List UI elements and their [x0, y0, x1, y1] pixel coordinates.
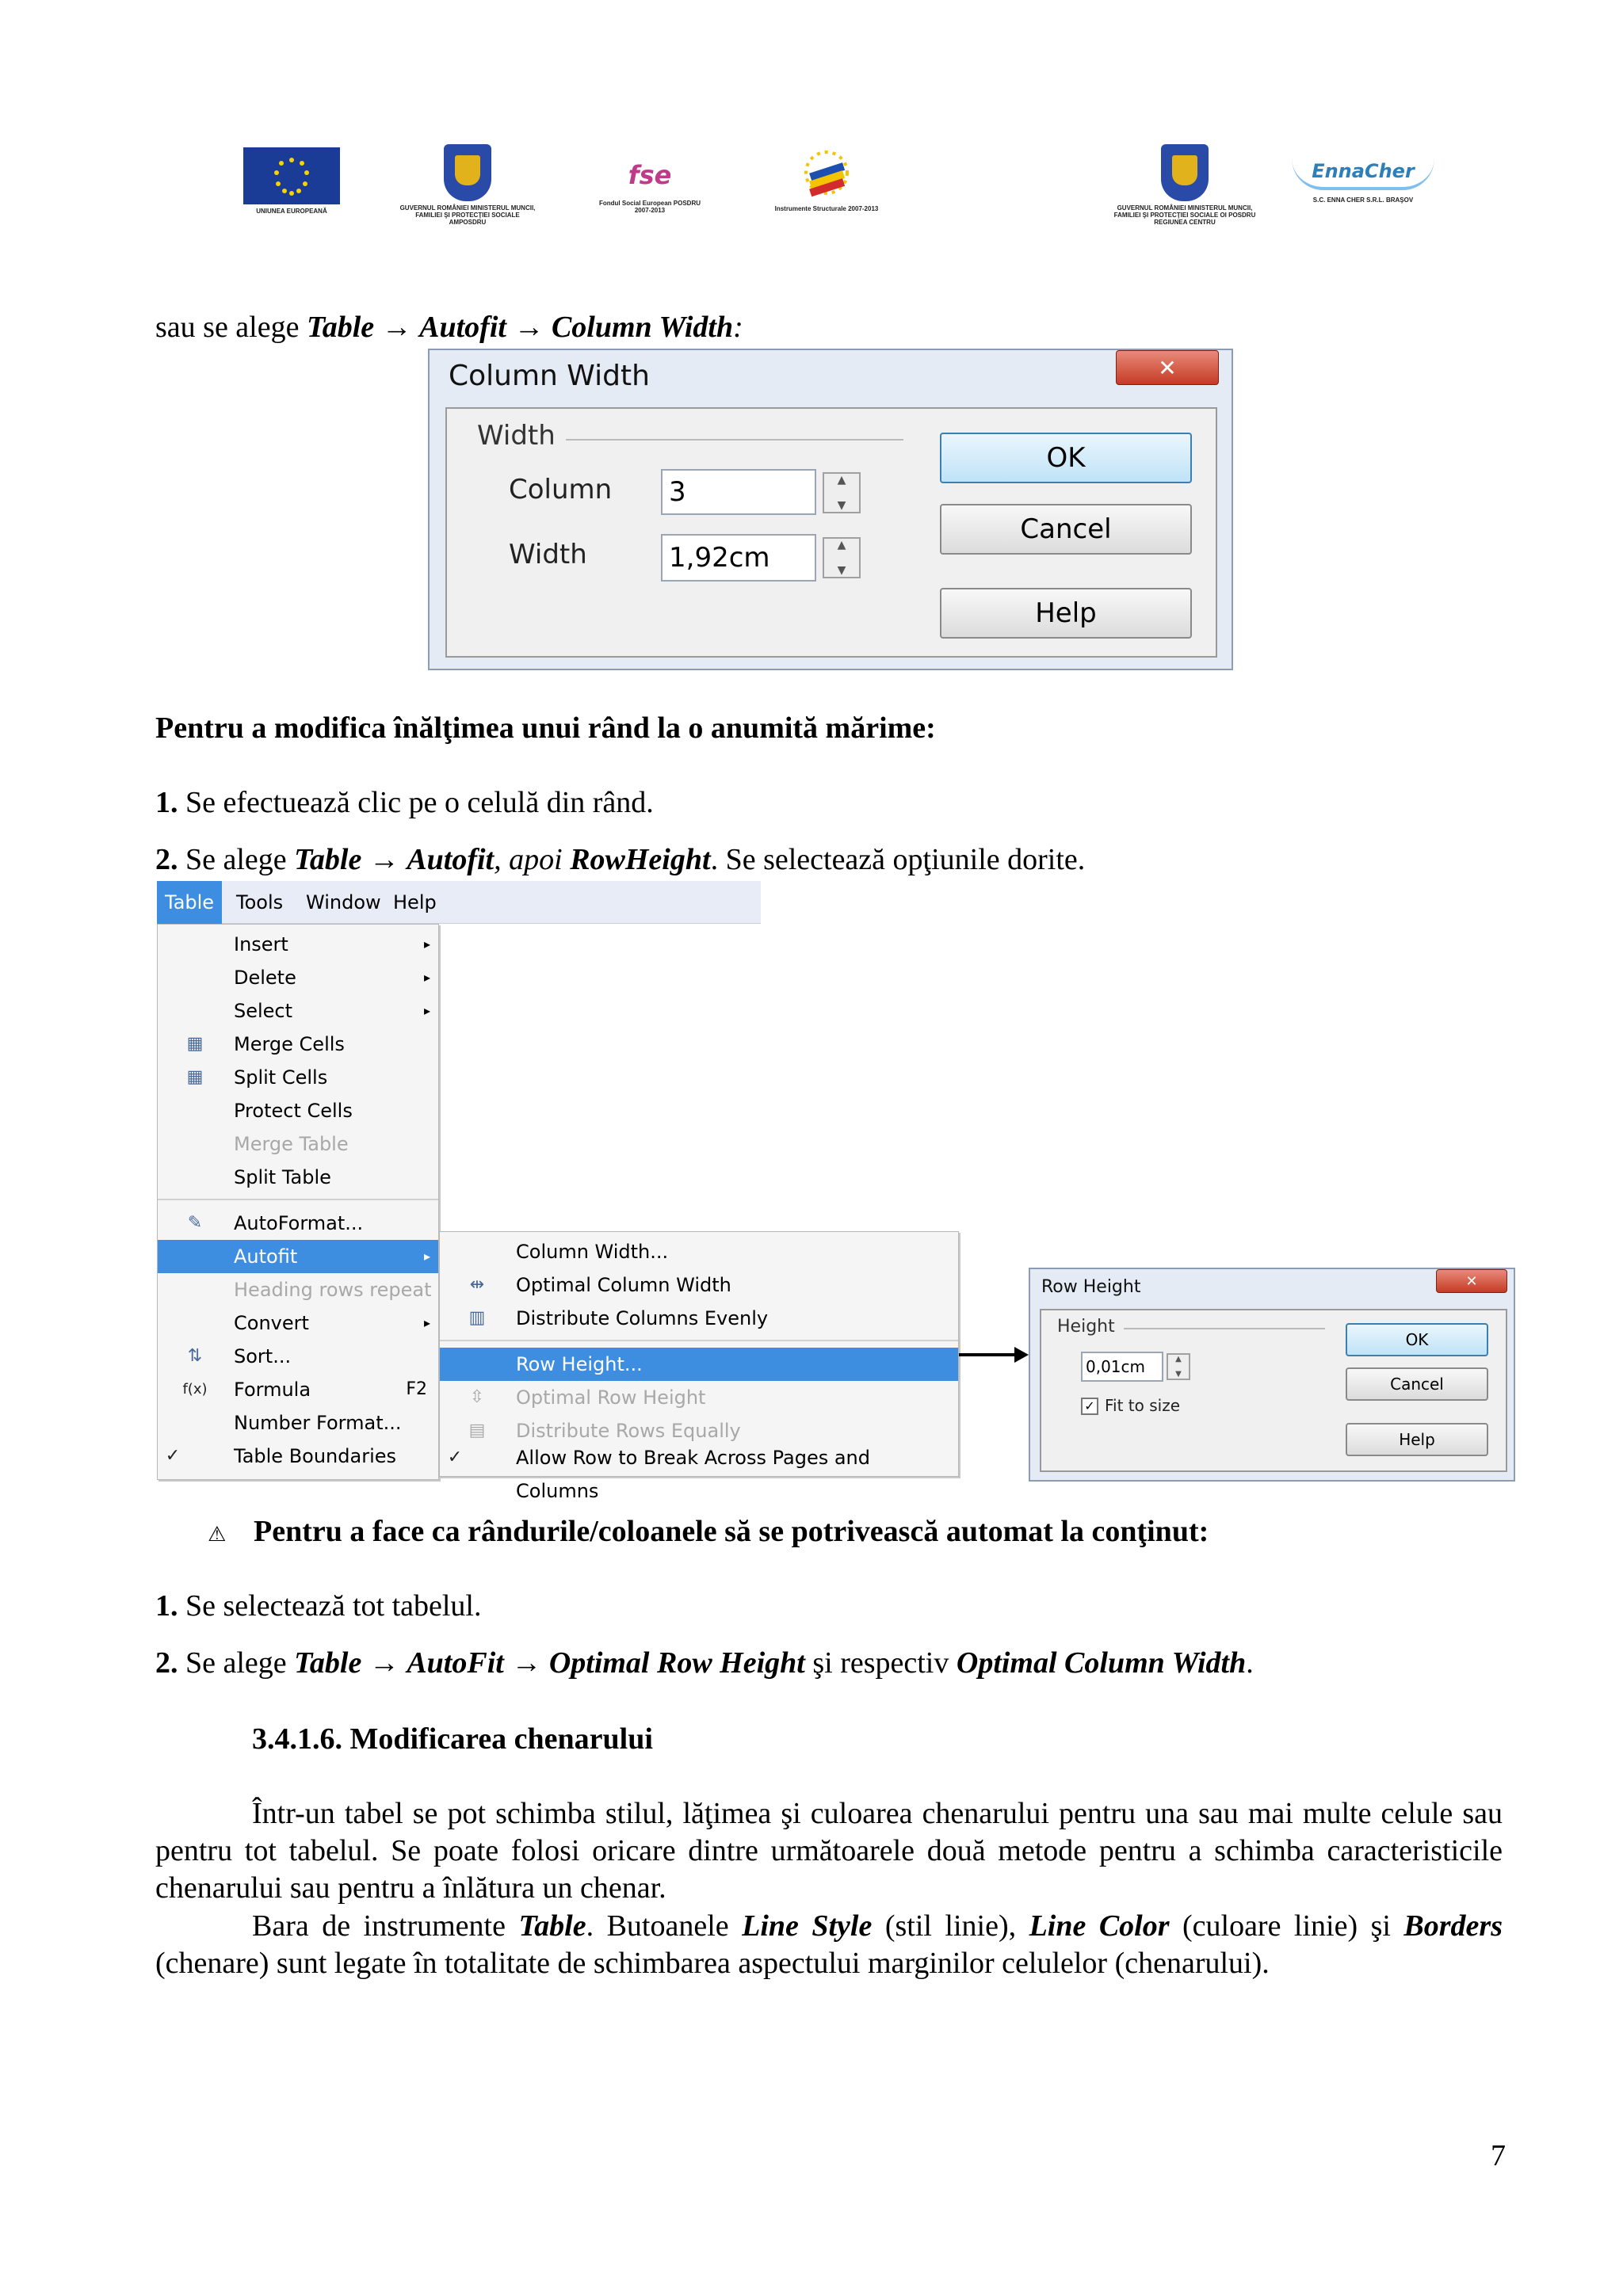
menu-item-split-cells[interactable]: ▦ Split Cells	[158, 1061, 438, 1094]
heading-row-height: Pentru a modifica înălţimea unui rând la o anumită mărime:	[155, 711, 936, 745]
arrow-right-icon	[959, 1345, 1029, 1364]
eu-logo: UNIUNEA EUROPEANĂ	[236, 147, 347, 215]
chevron-right-icon: ▸	[423, 1003, 430, 1018]
chevron-right-icon: ▸	[423, 936, 430, 952]
bullet-icon: ⚠	[208, 1523, 227, 1547]
dialog-title: Column Width	[449, 360, 650, 392]
menu-separator	[158, 1199, 438, 1200]
column-input[interactable]: 3	[661, 469, 816, 515]
checkmark-icon: ✓	[165, 1446, 181, 1466]
ok-button[interactable]: OK	[940, 433, 1192, 483]
step-2: 2. Se alege Table → Autofit, apoi RowHeight. Se selectează opţiunile dorite.	[155, 843, 1086, 876]
section-title: 3.4.1.6. Modificarea chenarului	[252, 1722, 653, 1756]
width-group-label: Width	[477, 420, 556, 452]
menu-help[interactable]: Help	[393, 891, 437, 913]
width-spinner[interactable]	[823, 537, 861, 578]
page-number: 7	[1491, 2139, 1506, 2172]
height-input[interactable]: 0,01cm	[1081, 1352, 1163, 1382]
submenu-item-column-width[interactable]: Column Width...	[516, 1241, 669, 1263]
menu-item-number-format[interactable]: Number Format...	[234, 1412, 402, 1434]
column-spinner[interactable]	[823, 472, 861, 513]
distribute-columns-icon: ▥	[468, 1308, 486, 1328]
fit-to-size-checkbox[interactable]: ✓	[1081, 1398, 1098, 1415]
optimal-row-height-icon: ⇳	[469, 1387, 485, 1407]
split-cells-icon: ▦	[186, 1067, 204, 1087]
fse-logo: fse Fondul Social European POSDRU 2007-2013	[598, 160, 701, 214]
row-height-dialog	[1029, 1268, 1515, 1482]
crest-icon	[1161, 144, 1209, 201]
gov-logo-2: GUVERNUL ROMÂNIEI MINISTERUL MUNCII, FAMILIEI ŞI PROTECŢIEI SOCIALE OI POSDRU REGIUNEA CENTRU	[1109, 144, 1260, 226]
dialog-body	[445, 407, 1217, 658]
chevron-right-icon: ▸	[423, 970, 430, 985]
group-divider	[566, 439, 903, 441]
paragraph-toolbar: Bara de instrumente Table. Butoanele Line Style (stil linie), Line Color (culoare linie) şi Borders (chenare) sunt legate în totalitate de schimbarea aspectului marginilor celulelor (chenarului).	[155, 1909, 1503, 1980]
menu-item-insert[interactable]: Insert ▸	[158, 928, 438, 961]
menu-separator	[440, 1340, 958, 1341]
help-button[interactable]: Help	[940, 588, 1192, 639]
menu-window[interactable]: Window	[306, 891, 381, 913]
column-width-dialog	[428, 349, 1233, 670]
dialog-body	[1040, 1309, 1507, 1472]
menu-item-convert[interactable]: Convert ▸	[158, 1306, 438, 1340]
menu-item-protect-cells[interactable]: Protect Cells	[234, 1100, 353, 1122]
intro-line: sau se alege Table → Autofit → Column Width:	[155, 311, 743, 344]
cancel-button[interactable]: Cancel	[1346, 1367, 1488, 1401]
close-button[interactable]: ✕	[1436, 1269, 1507, 1293]
chevron-right-icon: ▸	[423, 1249, 430, 1264]
eu-flag-icon	[243, 147, 340, 204]
submenu-item-optimal-row-height: ⇳ Optimal Row Height	[440, 1381, 958, 1414]
checkmark-icon: ✓	[447, 1447, 463, 1467]
ok-button[interactable]: OK	[1346, 1323, 1488, 1356]
submenu-item-distribute-rows: ▤ Distribute Rows Equally	[440, 1414, 958, 1447]
menu-item-merge-cells[interactable]: ▦ Merge Cells	[158, 1028, 438, 1061]
cancel-button[interactable]: Cancel	[940, 504, 1192, 555]
fit-to-size-label: Fit to size	[1105, 1396, 1181, 1415]
sort-icon: ⇅	[187, 1346, 203, 1366]
is-logo: Instrumente Structurale 2007-2013	[767, 144, 886, 212]
heading-autofit: ⚠ Pentru a face ca rândurile/coloanele să se potrivească automat la conţinut:	[208, 1513, 1209, 1554]
submenu-item-optimal-column-width[interactable]: ⇹ Optimal Column Width	[440, 1268, 958, 1302]
close-button[interactable]: ✕	[1116, 350, 1219, 385]
autofit-submenu	[439, 1231, 959, 1502]
height-group-label: Height	[1057, 1317, 1115, 1337]
crest-icon	[444, 144, 491, 201]
menu-item-table-boundaries[interactable]: ✓ Table Boundaries	[158, 1440, 438, 1473]
height-spinner[interactable]	[1167, 1353, 1190, 1380]
menu-tools[interactable]: Tools	[236, 891, 284, 913]
step-4: 2. Se alege Table → AutoFit → Optimal Row Height şi respectiv Optimal Column Width.	[155, 1646, 1254, 1680]
width-input[interactable]: 1,92cm	[661, 534, 816, 582]
submenu-item-allow-row-break[interactable]: ✓ Allow Row to Break Across Pages and Columns	[440, 1441, 958, 1474]
shortcut-label: F2	[406, 1379, 427, 1399]
menu-item-heading-rows-repeat: Heading rows repeat	[234, 1279, 432, 1301]
submenu-item-row-height[interactable]: Row Height...	[440, 1348, 958, 1381]
group-divider	[1124, 1328, 1325, 1329]
submenu-item-distribute-columns[interactable]: ▥ Distribute Columns Evenly	[440, 1302, 958, 1335]
chevron-right-icon: ▸	[423, 1315, 430, 1330]
menu-item-split-table[interactable]: Split Table	[234, 1166, 331, 1188]
menu-item-merge-table: Merge Table	[234, 1133, 349, 1155]
step-3: 1. Se selectează tot tabelul.	[155, 1589, 482, 1623]
distribute-rows-icon: ▤	[468, 1421, 486, 1440]
menu-item-autoformat[interactable]: ✎ AutoFormat...	[158, 1207, 438, 1240]
menu-item-select[interactable]: Select ▸	[158, 994, 438, 1028]
formula-icon: f(x)	[182, 1381, 208, 1398]
instrumente-structurale-icon	[791, 144, 862, 201]
gov-logo-1: GUVERNUL ROMÂNIEI MINISTERUL MUNCII, FAMILIEI ŞI PROTECŢIEI SOCIALE AMPOSDRU	[396, 144, 539, 226]
column-label: Column	[509, 474, 613, 505]
paragraph-borders: Într-un tabel se pot schimba stilul, lăţimea şi culoarea chenarului pentru una sau mai multe celule sau pentru tot tabelul. Se poate folosi oricare dintre următoarele două metode pentru a schimba caracteristicile chenarului sau pentru a înlătura un chenar.	[155, 1797, 1503, 1905]
merge-cells-icon: ▦	[186, 1034, 204, 1054]
table-menu	[157, 924, 439, 1480]
optimal-column-width-icon: ⇹	[469, 1275, 485, 1295]
menu-item-formula[interactable]: f(x) Formula F2	[158, 1373, 438, 1406]
step-1: 1. Se efectuează clic pe o celulă din rând.	[155, 786, 654, 819]
help-button[interactable]: Help	[1346, 1423, 1488, 1456]
menu-bar	[157, 881, 761, 924]
autoformat-icon: ✎	[187, 1213, 203, 1233]
ennacher-logo: EnnaCher S.C. ENNA CHER S.R.L. BRAŞOV	[1292, 152, 1434, 204]
menu-table[interactable]: Table	[157, 881, 222, 924]
menu-item-delete[interactable]: Delete ▸	[158, 961, 438, 994]
menu-item-sort[interactable]: ⇅ Sort...	[158, 1340, 438, 1373]
width-label: Width	[509, 539, 587, 570]
dialog-title: Row Height	[1041, 1277, 1141, 1297]
menu-item-autofit[interactable]: Autofit ▸	[158, 1240, 438, 1273]
